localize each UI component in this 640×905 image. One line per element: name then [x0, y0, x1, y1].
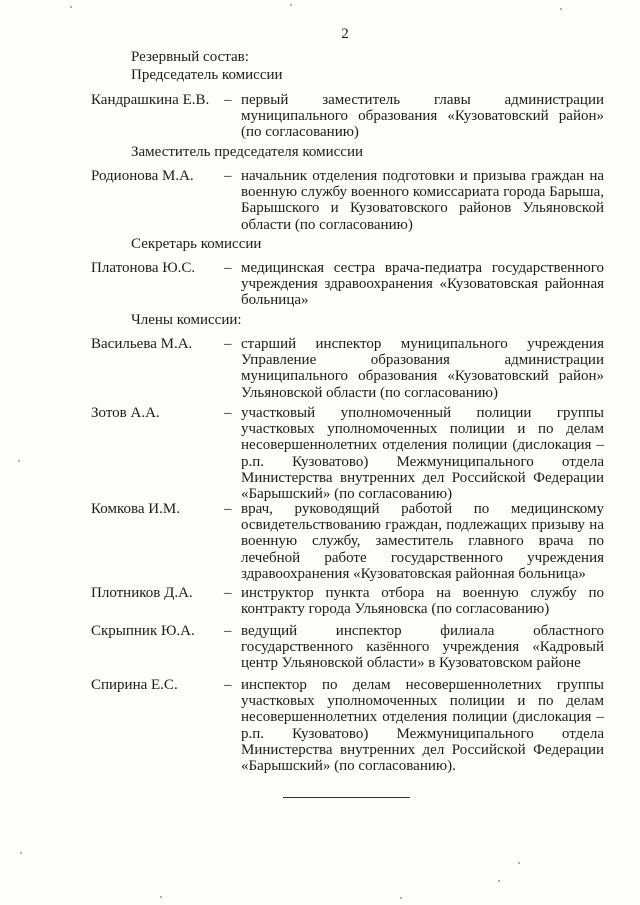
member-name: Плотников Д.А. [91, 585, 193, 601]
scan-speck [400, 897, 402, 899]
scan-speck [518, 862, 520, 864]
member-name: Родионова М.А. [91, 168, 194, 184]
member-name: Зотов А.А. [91, 405, 160, 421]
member-role: первый заместитель главы администрации муниципального образования «Кузоватовский район» (по согласованию) [241, 92, 604, 141]
dash: – [224, 677, 232, 693]
scan-speck [18, 460, 20, 462]
heading-deputy: Заместитель председателя комиссии [131, 144, 364, 160]
member-role: медицинская сестра врача-педиатра государственного учреждения здравоохранения «Кузоватовская районная больница» [241, 260, 604, 309]
dash: – [224, 336, 232, 352]
heading-members: Члены комиссии: [131, 312, 242, 328]
scan-speck [20, 852, 22, 854]
member-role: начальник отделения подготовки и призыва граждан на военную службу военного комиссариата города Барыша, Барышского и Кузоватовского районов Ульяновской области (по согласованию) [241, 168, 604, 233]
member-name: Скрыпник Ю.А. [91, 623, 195, 639]
member-role: участковый уполномоченный полиции группы участковых уполномоченных полиции и по делам несовершеннолетних отделения полиции (дислокация – р.п. Кузоватово) Межмуниципального отдела Министерства внутренних дел Российской Федерации «Барышский» (по согласованию) [241, 405, 604, 503]
scan-speck [160, 896, 162, 898]
heading-chairman: Председатель комиссии [131, 67, 283, 83]
scan-speck [560, 8, 562, 10]
member-name: Платонова Ю.С. [91, 260, 196, 276]
member-role: инспектор по делам несовершеннолетних группы участковых уполномоченных полиции и по делам несовершеннолетних отделения полиции (дислокация – р.п. Кузоватово) Межмуниципального отдела Министерства внутренних дел Российской Федерации «Барышский» (по согласованию). [241, 677, 604, 775]
member-role: инструктор пункта отбора на военную службу по контракту города Ульяновска (по согласованию) [241, 585, 604, 618]
member-role: старший инспектор муниципального учреждения Управление образования администрации муниципального образования «Кузоватовский район» Ульяновской области (по согласованию) [241, 336, 604, 401]
dash: – [224, 501, 232, 517]
member-name: Васильева М.А. [91, 336, 193, 352]
scan-speck [498, 880, 500, 882]
heading-secretary: Секретарь комиссии [131, 236, 262, 252]
dash: – [224, 260, 232, 276]
heading-reserve: Резервный состав: [131, 49, 249, 65]
dash: – [224, 168, 232, 184]
member-role: врач, руководящий работой по медицинскому освидетельствованию граждан, подлежащих призыву на военную службу, заместитель главного врача по лечебной работе государственного учреждения здравоохранения «Кузоватовская районная больница» [241, 501, 604, 582]
dash: – [224, 585, 232, 601]
member-name: Кандрашкина Е.В. [91, 92, 210, 108]
member-entry [91, 260, 604, 309]
page-number: 2 [341, 26, 349, 42]
member-entry [91, 168, 604, 233]
member-entry [91, 677, 604, 774]
member-entry [91, 336, 604, 401]
member-entry [91, 501, 604, 582]
dash: – [224, 623, 232, 639]
member-entry [91, 585, 604, 617]
scan-speck [290, 4, 292, 6]
member-entry [91, 623, 604, 672]
member-role: ведущий инспектор филиала областного государственного казённого учреждения «Кадровый центр Ульяновской области» в Кузоватовском районе [241, 623, 604, 672]
member-entry [91, 405, 604, 502]
closing-rule [283, 797, 410, 798]
scan-speck [70, 6, 72, 8]
member-name: Спирина Е.С. [91, 677, 178, 693]
member-entry [91, 92, 604, 141]
dash: – [224, 405, 232, 421]
dash: – [224, 92, 232, 108]
member-name: Комкова И.М. [91, 501, 180, 517]
